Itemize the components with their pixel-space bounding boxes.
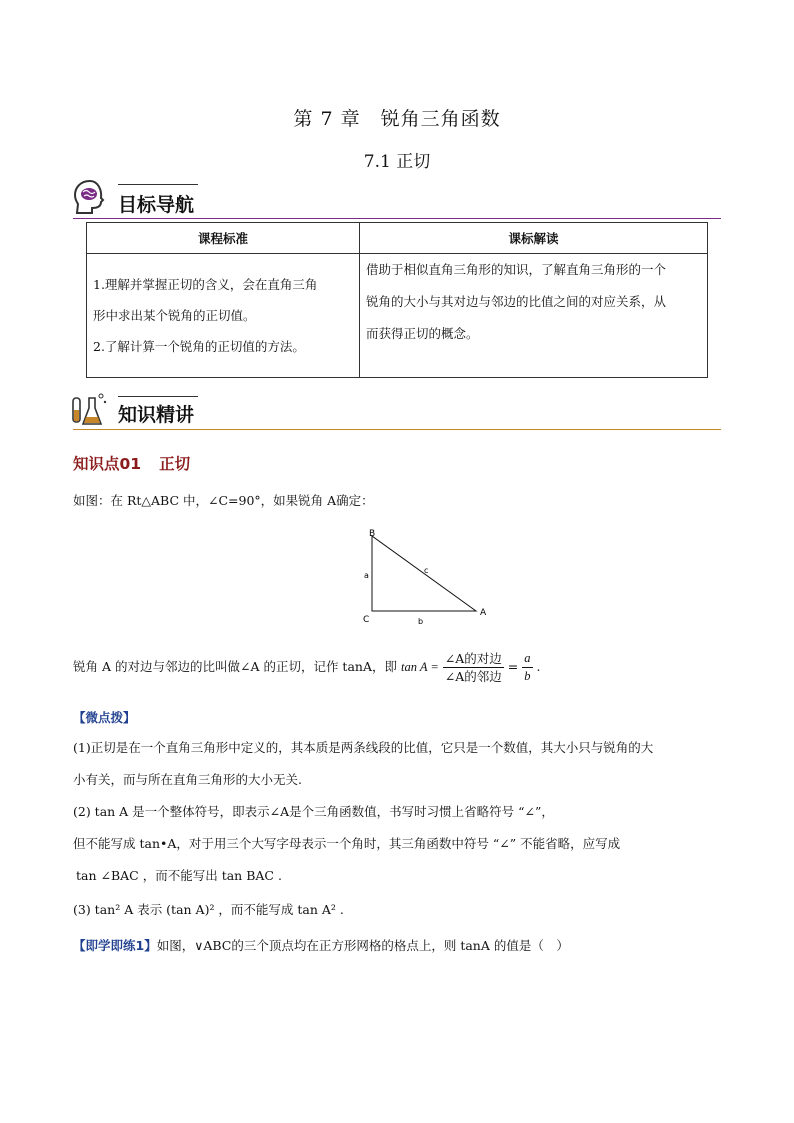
definition-fraction [443, 650, 504, 685]
definition-prefix: 锐角 A 的对边与邻边的比叫做∠A 的正切，记作 tanA，即 [73, 659, 397, 674]
header-title-knowledge: 知识精讲 [118, 404, 195, 426]
standards-table [86, 222, 708, 378]
fraction-numerator-a: a [522, 650, 532, 668]
fraction-denominator: ∠A的邻边 [444, 669, 502, 684]
exercise-label: 【即学即练1】 [73, 938, 157, 953]
standard-cell [87, 254, 360, 378]
header-top-line [118, 396, 198, 397]
header-underline [73, 429, 721, 430]
tip-line: 小有关，而与所在直角三角形的大小无关. [73, 772, 302, 787]
vertex-label-c: C [363, 615, 370, 625]
lab-flask-icon [70, 390, 110, 430]
tip-line: 但不能写成 tan•A，对于用三个大写字母表示一个角时，其三角函数中符号 “∠” 不能省略，应写成 [73, 836, 621, 851]
tip-line: (1)正切是在一个直角三角形中定义的，其本质是两条线段的比值，它只是一个数值，其大小只与锐角的大 [73, 740, 654, 755]
right-triangle-figure [358, 524, 498, 630]
interpretation-line: 锐角的大小与其对边与邻边的比值之间的对应关系，从 [366, 294, 667, 309]
interpretation-line: 而获得正切的概念。 [366, 326, 479, 341]
standard-line: 2.了解计算一个锐角的正切值的方法。 [93, 339, 305, 354]
definition-end: . [536, 659, 541, 674]
table-row [87, 254, 708, 378]
section-title: 7.1 正切 [363, 152, 431, 172]
header-underline [73, 218, 721, 219]
tip-title: 【微点拨】 [73, 710, 136, 725]
tip-line: tan ∠BAC ，而不能写出 tan BAC . [76, 868, 282, 883]
tangent-definition [73, 650, 540, 685]
fraction-denominator-b: b [524, 669, 531, 683]
side-label-b: b [418, 617, 424, 626]
definition-equals: = [507, 659, 519, 674]
interpretation-line: 借助于相似直角三角形的知识，了解直角三角形的一个 [366, 262, 667, 277]
kp-name: 正切 [159, 455, 191, 473]
exercise-line [73, 936, 569, 956]
side-label-c: c [424, 566, 429, 575]
interpretation-cell [360, 254, 708, 378]
definition-lhs: tan A = [400, 660, 439, 674]
vertex-label-a: A [480, 608, 487, 618]
standard-line: 形中求出某个锐角的正切值。 [93, 308, 256, 323]
col-header-interpretation: 课标解读 [360, 223, 708, 254]
knowledge-point-title [73, 452, 190, 474]
tip-line: (2) tan A 是一个整体符号，即表示∠A是个三角函数值，书写时习惯上省略符号 “∠”， [73, 804, 554, 819]
head-brain-icon [70, 178, 110, 218]
side-label-a: a [364, 571, 369, 580]
exercise-text: 如图，∨ABC的三个顶点均在正方形网格的格点上，则 tanA 的值是（ ） [156, 938, 569, 953]
header-top-line [118, 184, 198, 185]
fraction-numerator: ∠A的对边 [444, 651, 502, 666]
tip-line: (3) tan² A 表示 (tan A)² ，而不能写成 tan A² . [73, 902, 344, 917]
kp-label: 知识点01 [73, 455, 142, 473]
vertex-label-b: B [369, 529, 376, 539]
intro-text: 如图：在 Rt△ABC 中，∠C=90°，如果锐角 A确定： [73, 493, 374, 508]
col-header-standard: 课程标准 [87, 223, 360, 254]
header-title-goals: 目标导航 [118, 194, 195, 216]
definition-fraction-ab [522, 650, 532, 685]
table-header-row [87, 223, 708, 254]
chapter-title: 第 7 章 锐角三角函数 [293, 108, 501, 130]
standard-line: 1.理解并掌握正切的含义，会在直角三角 [93, 277, 318, 292]
